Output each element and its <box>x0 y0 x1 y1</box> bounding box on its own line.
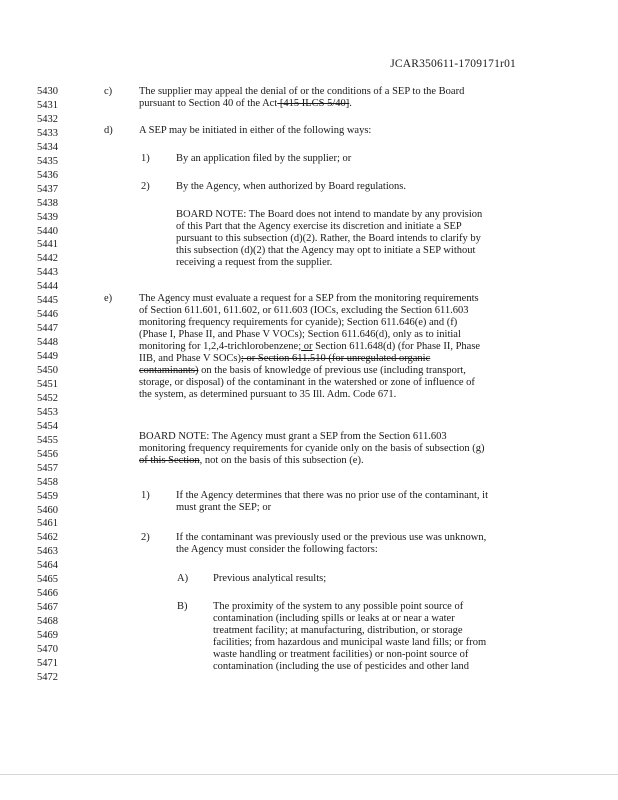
line-number: 5449 <box>37 351 58 363</box>
subsection-e-line-6 <box>139 353 430 365</box>
subsection-e2B-line-6: contamination (including the use of pesticides and other land <box>213 661 470 672</box>
line-number: 5460 <box>37 504 58 516</box>
line-number: 5431 <box>37 99 58 111</box>
line-number: 5446 <box>37 309 58 321</box>
line-number: 5436 <box>37 169 58 181</box>
subsection-e-line-5 <box>139 341 480 353</box>
subsection-e2B-line-4: facilities; from hazardous and municipal waste land fills; or from <box>213 637 487 648</box>
struck-text: ; or Section 611.510 (for unregulated organic <box>241 353 431 364</box>
line-number: 5470 <box>37 644 58 655</box>
line-number: 5450 <box>37 365 58 376</box>
subsection-d2-label: 2) <box>141 181 150 192</box>
line-number: 5435 <box>37 155 58 167</box>
line-number: 5430 <box>37 86 58 97</box>
line-number: 5468 <box>37 616 58 628</box>
subsection-e-line-3: monitoring frequency requirements for cyanide); Section 611.646(e) and (f) <box>139 317 458 328</box>
line-number: 5453 <box>37 406 58 418</box>
subsection-e1-line-1: If the Agency determines that there was no prior use of the contaminant, it <box>176 490 488 501</box>
subsection-e-line-9: the system, as determined pursuant to 35 Ill. Adm. Code 671. <box>139 389 397 400</box>
line-number: 5440 <box>37 225 58 237</box>
line-number: 5443 <box>37 267 58 279</box>
line-number: 5433 <box>37 127 58 139</box>
line-number: 5454 <box>37 420 58 432</box>
line-number: 5472 <box>37 671 58 683</box>
line-number: 5461 <box>37 518 58 530</box>
subsection-e2B-line-2: contamination (including spills or leaks at or near a water <box>213 613 455 624</box>
line-number: 5467 <box>37 602 58 614</box>
board-note-e-line-2: monitoring frequency requirements for cyanide only on the basis of subsection (g) <box>139 443 485 454</box>
line-number: 5465 <box>37 574 58 586</box>
subsection-e2A-text: Previous analytical results; <box>213 573 327 584</box>
line-number: 5438 <box>37 197 58 209</box>
subsection-e2B-label: B) <box>177 601 188 612</box>
subsection-e2-line-2: the Agency must consider the following factors: <box>176 544 378 555</box>
subsection-c-line-2 <box>139 98 352 110</box>
line-number: 5459 <box>37 490 58 502</box>
subsection-e-line-4: (Phase I, Phase II, and Phase V VOCs); Section 611.646(d), only as to initial <box>139 329 461 340</box>
subsection-d1-text: By an application filed by the supplier; or <box>176 153 352 164</box>
subsection-e1-line-2: must grant the SEP; or <box>176 502 272 513</box>
subsection-e-label: e) <box>104 293 113 304</box>
line-number: 5457 <box>37 462 58 474</box>
struck-text: of this Section <box>139 455 200 466</box>
line-number: 5442 <box>37 253 58 265</box>
line-number: 5458 <box>37 476 58 488</box>
line-number: 5464 <box>37 560 58 572</box>
board-note-e-line-1: BOARD NOTE: The Agency must grant a SEP from the Section 611.603 <box>139 431 447 442</box>
subsection-d2-text: By the Agency, when authorized by Board regulations. <box>176 181 406 192</box>
board-note-d-line-1: BOARD NOTE: The Board does not intend to mandate by any provision <box>176 209 483 220</box>
subsection-e2B-line-1: The proximity of the system to any possible point source of <box>213 601 464 612</box>
line-number: 5432 <box>37 113 58 125</box>
board-note-e-line-3 <box>139 455 364 467</box>
line-number: 5463 <box>37 546 58 558</box>
line-number: 5444 <box>37 281 58 293</box>
subsection-e2B-line-5: waste handling or treatment facilities) or non-point source of <box>213 649 469 660</box>
subsection-d-text: A SEP may be initiated in either of the following ways: <box>139 125 372 136</box>
subsection-c-line-1: The supplier may appeal the denial of or the conditions of a SEP to the Board <box>139 86 465 97</box>
line-number: 5455 <box>37 434 58 446</box>
board-note-d-line-4: this subsection (d)(2) that the Agency may opt to initiate a SEP without <box>176 245 476 256</box>
struck-citation: [415 ILCS 5/40] <box>277 98 350 109</box>
line-number: 5437 <box>37 183 58 195</box>
text-run: . <box>349 98 352 109</box>
line-number: 5452 <box>37 392 58 404</box>
line-number: 5434 <box>37 141 58 153</box>
page-bottom-rule <box>0 774 618 775</box>
line-number: 5466 <box>37 588 58 600</box>
text-run: IIB, and Phase V SOCs) <box>139 353 241 364</box>
board-note-d-line-3: pursuant to this subsection (d)(2). Rather, the Board intends to clarify by <box>176 233 481 244</box>
subsection-e2A-label: A) <box>177 573 189 584</box>
subsection-e2B-line-3: treatment facility; at manufacturing, distribution, or storage <box>213 625 463 636</box>
subsection-d1-label: 1) <box>141 153 150 164</box>
line-number: 5469 <box>37 630 58 642</box>
subsection-e-line-1: The Agency must evaluate a request for a SEP from the monitoring requirements <box>139 293 479 304</box>
line-number: 5447 <box>37 323 58 335</box>
line-number: 5456 <box>37 448 58 460</box>
subsection-d-label: d) <box>104 125 113 136</box>
line-number: 5451 <box>37 378 58 390</box>
line-number: 5441 <box>37 239 58 251</box>
text-run: on the basis of knowledge of previous use (including transport, <box>198 365 466 376</box>
subsection-e-line-7 <box>139 365 466 377</box>
subsection-e1-label: 1) <box>141 490 150 501</box>
subsection-c-label: c) <box>104 86 113 97</box>
line-number: 5462 <box>37 532 58 544</box>
text-run: Section 611.648(d) (for Phase II, Phase <box>312 341 481 352</box>
subsection-e2-label: 2) <box>141 532 150 543</box>
board-note-d-line-2: of this Part that the Agency exercise its discretion and initiate a SEP <box>176 221 462 232</box>
subsection-e-line-8: storage, or disposal) of the contaminant in the watershed or zone of influence of <box>139 377 475 388</box>
text-run: , not on the basis of this subsection (e). <box>199 455 364 466</box>
struck-text: contaminants) <box>139 365 199 376</box>
document-id-header: JCAR350611-1709171r01 <box>390 58 516 70</box>
inserted-text: or <box>301 341 313 352</box>
line-number: 5448 <box>37 337 58 349</box>
line-number: 5471 <box>37 657 58 669</box>
text-run: pursuant to Section 40 of the Act <box>139 98 278 109</box>
subsection-e-line-2: of Section 611.601, 611.602, or 611.603 (IOCs, excluding the Section 611.603 <box>139 305 469 316</box>
subsection-e2-line-1: If the contaminant was previously used or the previous use was unknown, <box>176 532 487 543</box>
line-number: 5445 <box>37 295 58 307</box>
text-run: monitoring for 1,2,4-trichlorobenzene; <box>139 341 302 352</box>
board-note-d-line-5: receiving a request from the supplier. <box>176 257 333 268</box>
line-number: 5439 <box>37 211 58 223</box>
